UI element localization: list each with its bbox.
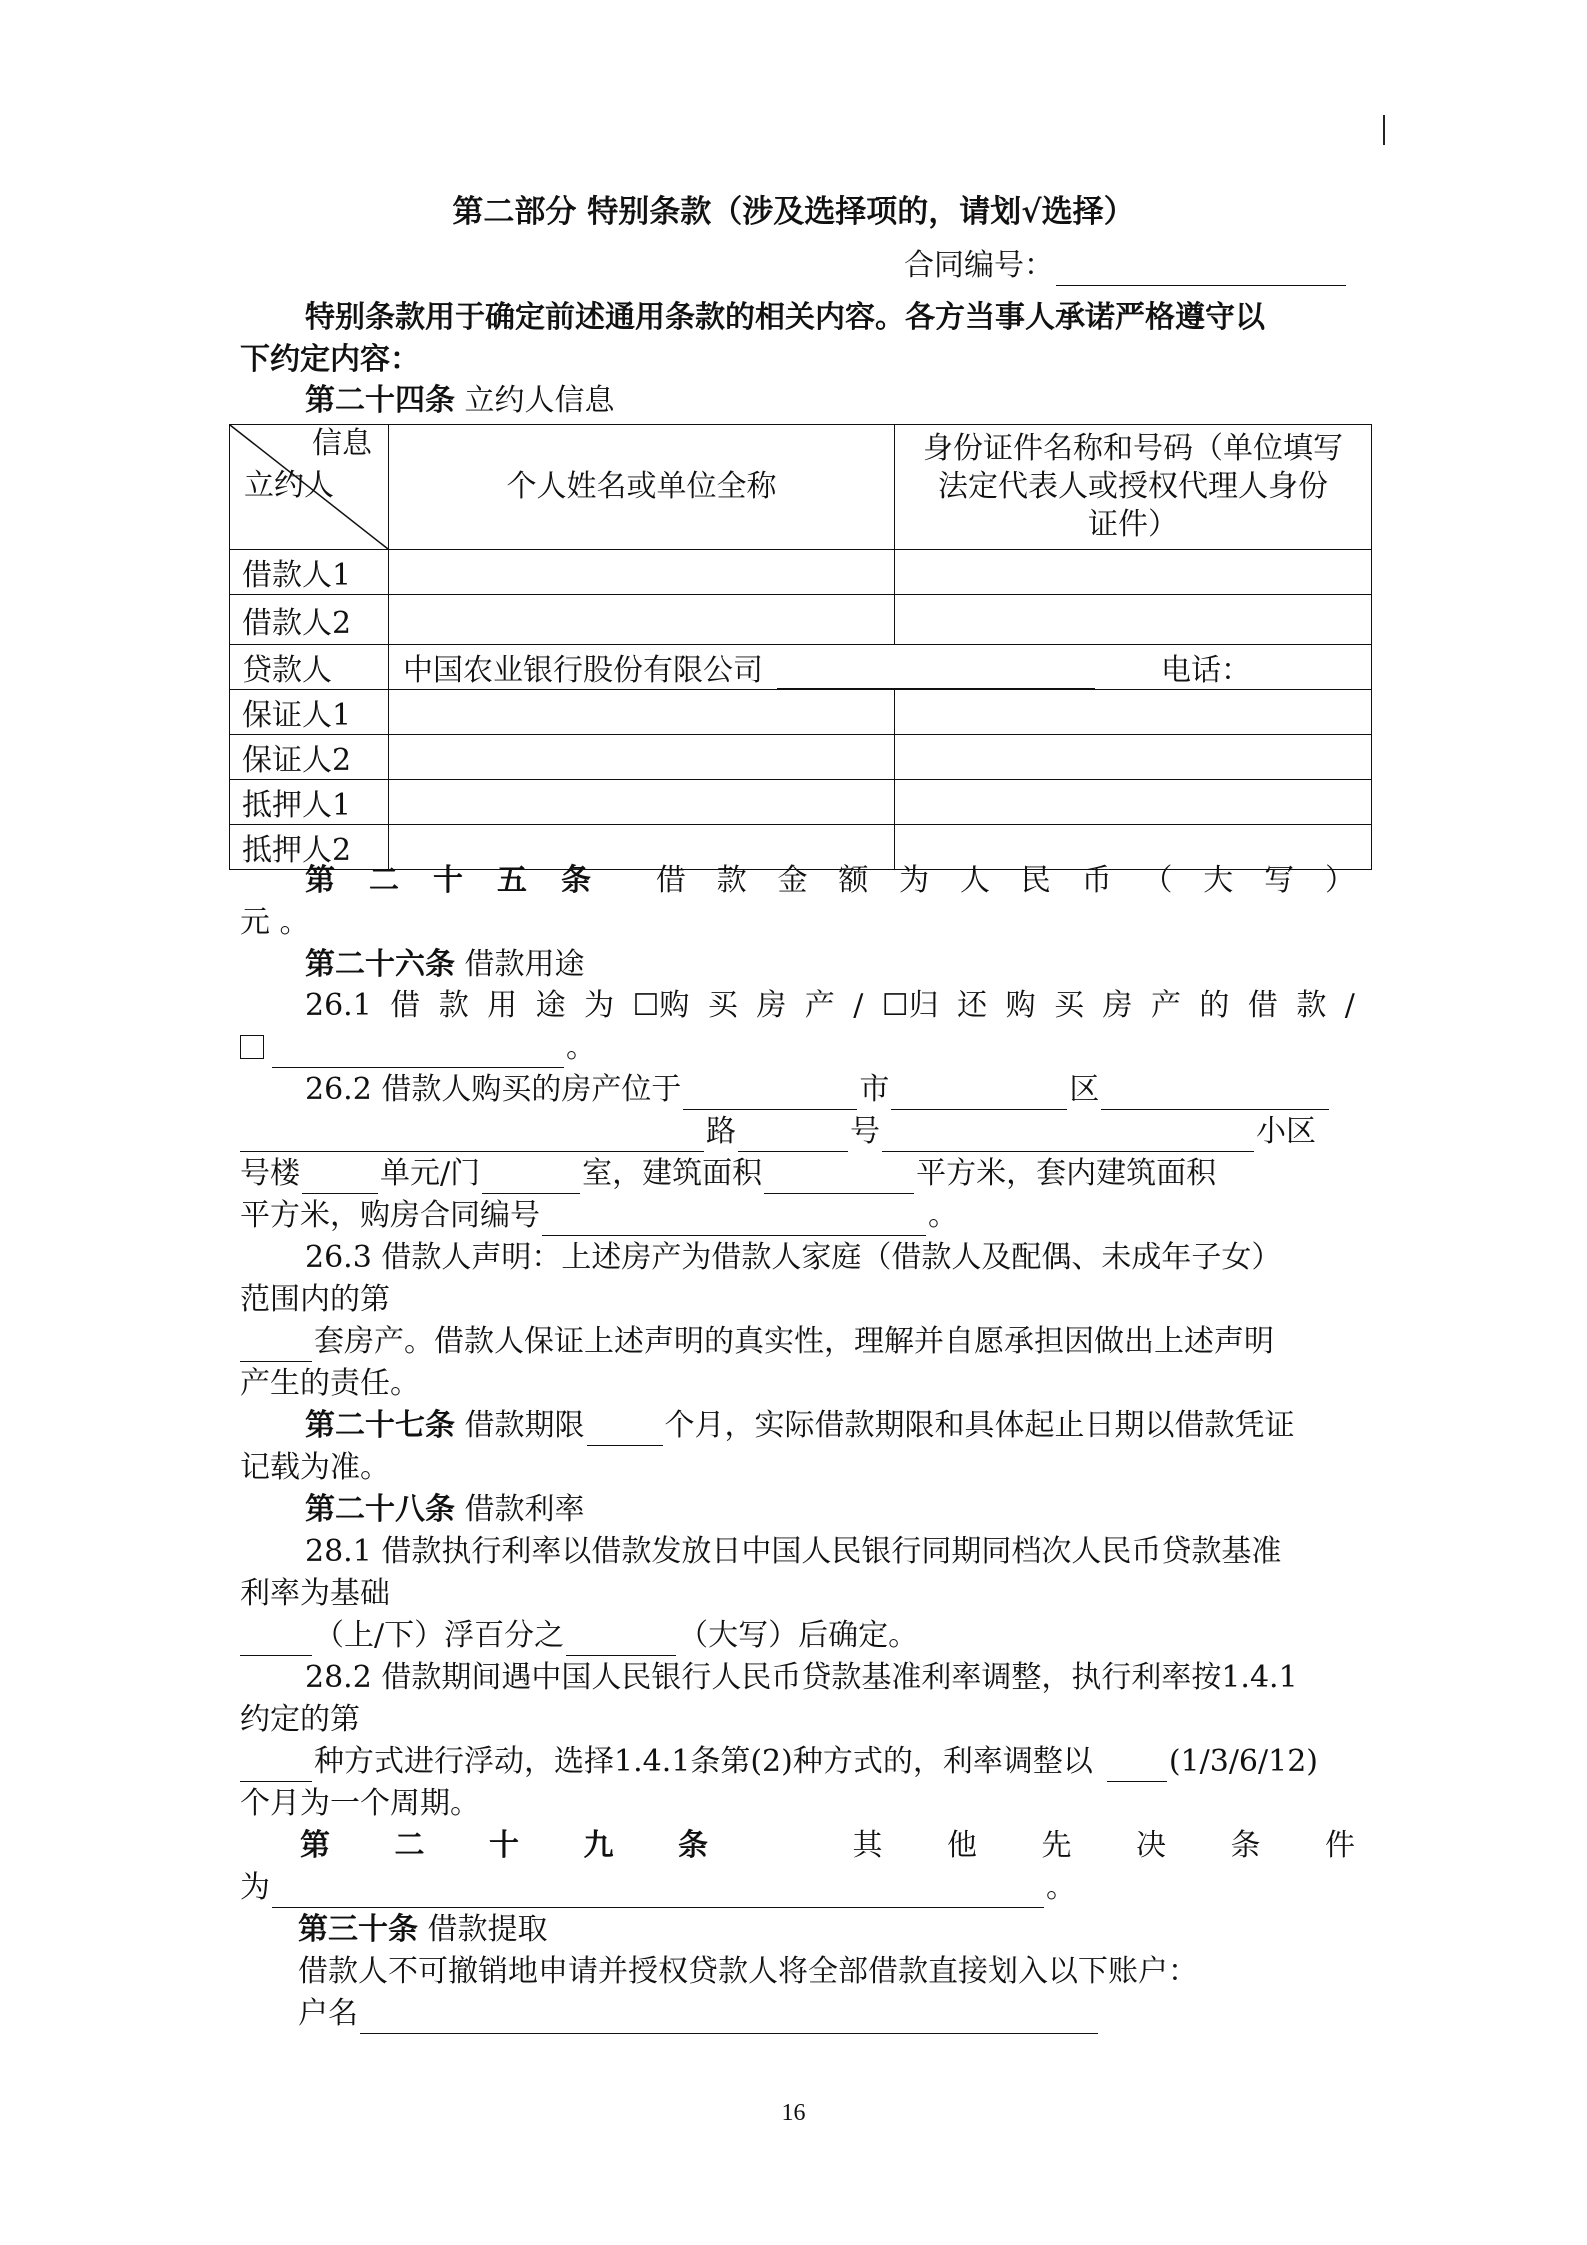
a29-7: 先	[1041, 1828, 1072, 1863]
article-28-1-line-1: 28.1 借款执行利率以借款发放日中国人民银行同期同档次人民币贷款基准	[305, 1534, 1282, 1569]
a26p1-16: 产	[1150, 988, 1181, 1023]
article-27-line-1	[305, 1406, 1295, 1446]
article-26-3-line-2: 范围内的第	[240, 1282, 390, 1317]
article-25-number: 第二十五条	[305, 863, 625, 898]
lender-name: 中国农业银行股份有限公司	[403, 653, 763, 688]
article-29-line-2	[240, 1868, 1076, 1908]
a26p1-17: 的	[1199, 988, 1230, 1023]
a29-9: 条	[1230, 1828, 1261, 1863]
guarantor-1-id-cell[interactable]	[895, 690, 1372, 735]
article-28-2-line-1: 28.2 借款期间遇中国人民银行人民币贷款基准利率调整，执行利率按1.4.1	[305, 1660, 1298, 1695]
city-blank[interactable]	[683, 1079, 857, 1110]
float-direction-label: （上/下）浮百分之	[314, 1618, 565, 1653]
article-28-heading	[305, 1490, 585, 1530]
borrower-2-name-cell[interactable]	[389, 595, 895, 645]
row-label-guarantor-1: 保证人1	[230, 690, 389, 735]
adjust-period-options: (1/3/6/12)	[1168, 1744, 1318, 1779]
article-25-line-1	[305, 861, 1355, 901]
row-label-borrower-1: 借款人1	[230, 550, 389, 595]
district-blank[interactable]	[891, 1079, 1067, 1110]
art25-char-3: 额	[838, 863, 869, 898]
article-26-3-line-1: 26.3 借款人声明：上述房产为借款人家庭（借款人及配偶、未成年子女）	[305, 1240, 1282, 1275]
article-29-for-label: 为	[240, 1870, 270, 1905]
lender-branch-blank[interactable]	[777, 658, 1095, 689]
a26p1-20: /	[1344, 988, 1355, 1023]
float-method-label: 种方式进行浮动，选择1.4.1条第(2)种方式的，利率调整以	[314, 1744, 1093, 1779]
unit-label: 单元/门	[380, 1156, 481, 1191]
adjust-period-blank[interactable]	[1107, 1751, 1167, 1782]
account-name-blank[interactable]	[360, 2003, 1098, 2034]
borrower-2-id-cell[interactable]	[895, 595, 1372, 645]
a26p1-18: 借	[1247, 988, 1278, 1023]
page-number: 16	[781, 2100, 806, 2126]
community-blank[interactable]	[882, 1121, 1254, 1152]
a26p1-11[interactable]: ☐归	[881, 988, 939, 1023]
article-29-line-1	[300, 1826, 1355, 1866]
guarantor-2-id-cell[interactable]	[895, 735, 1372, 780]
contract-number-label: 合同编号：	[904, 248, 1054, 283]
a26p1-9: 产	[804, 988, 835, 1023]
float-direction-blank[interactable]	[240, 1625, 312, 1656]
art25-char-5: 人	[959, 863, 990, 898]
row-label-mortgagor-2: 抵押人2	[230, 825, 389, 870]
article-26-2-line-4	[240, 1196, 958, 1236]
a26p1-4: 途	[535, 988, 566, 1023]
article-29-end: 。	[1046, 1870, 1076, 1905]
a26p1-10: /	[853, 988, 864, 1023]
art25-char-0: 借	[655, 863, 686, 898]
a29-10: 件	[1325, 1828, 1355, 1863]
a29-2: 十	[489, 1828, 519, 1863]
header-id-cell	[895, 425, 1372, 550]
a29-0: 第	[300, 1828, 330, 1863]
borrower-1-id-cell[interactable]	[895, 550, 1372, 595]
a26p1-1: 借	[390, 988, 421, 1023]
article-25-line-2: 元 。	[240, 905, 310, 940]
a26p1-2: 款	[438, 988, 469, 1023]
purchase-contract-blank[interactable]	[542, 1205, 926, 1236]
art25-char-4: 为	[899, 863, 930, 898]
row-label-mortgagor-1: 抵押人1	[230, 780, 389, 825]
a29-5: 其	[852, 1828, 883, 1863]
sqm-label: 平方米，套内建筑面积	[916, 1156, 1217, 1191]
property-location-label: 26.2 借款人购买的房产位于	[305, 1072, 682, 1107]
lender-phone-label: 电话：	[1161, 653, 1251, 688]
article-30-line-1: 借款人不可撤销地申请并授权贷款人将全部借款直接划入以下账户：	[298, 1954, 1198, 1989]
table-corner-cell	[230, 425, 389, 550]
guarantor-2-name-cell[interactable]	[389, 735, 895, 780]
a29-6: 他	[947, 1828, 977, 1863]
art25-char-10: 写	[1264, 863, 1295, 898]
header-id-line-1: 身份证件名称和号码（单位填写	[923, 431, 1343, 466]
article-28-title: 借款利率	[455, 1492, 585, 1527]
other-purpose-blank[interactable]	[272, 1037, 564, 1068]
article-28-1-line-2: 利率为基础	[240, 1576, 390, 1611]
sqm2-label: 平方米，购房合同编号	[240, 1198, 540, 1233]
area-blank[interactable]	[1101, 1079, 1329, 1110]
article-26-3-line-3	[240, 1322, 1274, 1362]
intro-line-1: 特别条款用于确定前述通用条款的相关内容。各方当事人承诺严格遵守以	[305, 300, 1265, 335]
intro-line-2: 下约定内容：	[240, 342, 420, 377]
a26p1-6[interactable]: ☐购	[632, 988, 690, 1023]
a26p1-12: 还	[957, 988, 988, 1023]
art25-char-7: 币	[1081, 863, 1112, 898]
a26p1-13: 购	[1005, 988, 1036, 1023]
room-label: 室，建筑面积	[582, 1156, 763, 1191]
header-id-line-3: 证件）	[1088, 507, 1178, 542]
building-blank[interactable]	[302, 1163, 378, 1194]
road-blank[interactable]	[240, 1121, 704, 1152]
article-28-number: 第二十八条	[305, 1492, 455, 1527]
contract-number-blank[interactable]	[1056, 255, 1346, 286]
article-27-line-2: 记载为准。	[240, 1450, 390, 1485]
article-24-number: 第二十四条	[305, 383, 455, 418]
header-id-line-2: 法定代表人或授权代理人身份	[938, 469, 1328, 504]
mortgagor-1-name-cell[interactable]	[389, 780, 895, 825]
property-count-blank[interactable]	[240, 1331, 312, 1362]
corner-top-label: 信息	[312, 426, 372, 461]
precondition-blank[interactable]	[272, 1877, 1044, 1908]
art25-char-1: 款	[716, 863, 747, 898]
header-name-label: 个人姓名或单位全称	[506, 469, 777, 504]
float-method-blank[interactable]	[240, 1751, 312, 1782]
number-label: 号	[850, 1114, 880, 1149]
unit-blank[interactable]	[482, 1163, 580, 1194]
art25-char-9: 大	[1203, 863, 1234, 898]
a26p1-14: 买	[1054, 988, 1085, 1023]
article-26-1-line-2	[240, 1028, 596, 1068]
a29-1: 二	[394, 1828, 425, 1863]
loan-term-blank[interactable]	[587, 1415, 663, 1446]
article-27-title: 借款期限	[455, 1408, 585, 1443]
a26p1-15: 房	[1102, 988, 1133, 1023]
float-percent-label: （大写）后确定。	[678, 1618, 919, 1653]
article-26-1-line-1	[305, 986, 1355, 1026]
article-30-title: 借款提取	[418, 1912, 548, 1947]
building-label: 号楼	[240, 1156, 300, 1191]
page-title: 第二部分 特别条款（涉及选择项的，请划√选择）	[452, 194, 1135, 230]
number-blank[interactable]	[738, 1121, 848, 1152]
article-26-3-text: 套房产。借款人保证上述声明的真实性，理解并自愿承担因做出上述声明	[314, 1324, 1274, 1359]
article-26-2-end: 。	[928, 1198, 958, 1233]
a26p1-5: 为	[584, 988, 615, 1023]
article-26-number: 第二十六条	[305, 947, 455, 982]
a26p1-8: 房	[756, 988, 787, 1023]
road-label: 路	[706, 1114, 736, 1149]
article-26-heading	[305, 945, 585, 985]
other-purpose-checkbox[interactable]	[240, 1035, 264, 1059]
article-27-text: 个月，实际借款期限和具体起止日期以借款凭证	[664, 1408, 1295, 1443]
art25-char-2: 金	[777, 863, 808, 898]
art25-char-6: 民	[1020, 863, 1051, 898]
article-24-title: 立约人信息	[455, 383, 615, 418]
float-percent-blank[interactable]	[566, 1625, 676, 1656]
row-label-guarantor-2: 保证人2	[230, 735, 389, 780]
article-28-1-line-3	[240, 1616, 918, 1656]
article-26-2-line-3	[240, 1154, 1216, 1194]
article-26-title: 借款用途	[455, 947, 585, 982]
a26p1-19: 款	[1296, 988, 1327, 1023]
article-30-line-2	[298, 1994, 1100, 2034]
article-28-2-line-4: 个月为一个周期。	[240, 1786, 480, 1821]
a26p1-3: 用	[487, 988, 518, 1023]
header-name-cell	[389, 425, 895, 550]
a29-8: 决	[1136, 1828, 1166, 1863]
row-label-lender: 贷款人	[230, 645, 389, 690]
district-label: 区	[1069, 1072, 1100, 1107]
account-name-label: 户名	[298, 1996, 358, 2031]
article-24-heading	[305, 381, 615, 421]
a29-4: 条	[678, 1828, 708, 1863]
city-label: 市	[859, 1072, 890, 1107]
article-27-number: 第二十七条	[305, 1408, 455, 1443]
other-purpose-end: 。	[566, 1030, 596, 1065]
row-label-borrower-2: 借款人2	[230, 595, 389, 645]
a26p1-7: 买	[707, 988, 738, 1023]
article-26-2-line-2	[240, 1112, 1316, 1152]
a29-3: 九	[583, 1828, 614, 1863]
party-info-table	[229, 424, 1372, 870]
corner-mark	[1383, 115, 1385, 145]
guarantor-1-name-cell[interactable]	[389, 690, 895, 735]
borrower-1-name-cell[interactable]	[389, 550, 895, 595]
lender-cell	[389, 645, 1372, 690]
art25-char-8: （	[1142, 863, 1173, 898]
article-28-2-line-2: 约定的第	[240, 1702, 360, 1737]
corner-bottom-label: 立约人	[244, 468, 334, 503]
building-area-blank[interactable]	[764, 1163, 914, 1194]
a26p1-0: 26.1	[305, 988, 372, 1023]
mortgagor-1-id-cell[interactable]	[895, 780, 1372, 825]
article-28-2-line-3	[240, 1742, 1318, 1782]
art25-char-11: ）	[1324, 863, 1355, 898]
contract-number-line	[904, 246, 1348, 286]
article-30-heading	[298, 1910, 548, 1950]
article-26-2-line-1	[305, 1070, 1331, 1110]
article-26-3-line-4: 产生的责任。	[240, 1366, 420, 1401]
community-label: 小区	[1256, 1114, 1316, 1149]
article-30-number: 第三十条	[298, 1912, 418, 1947]
